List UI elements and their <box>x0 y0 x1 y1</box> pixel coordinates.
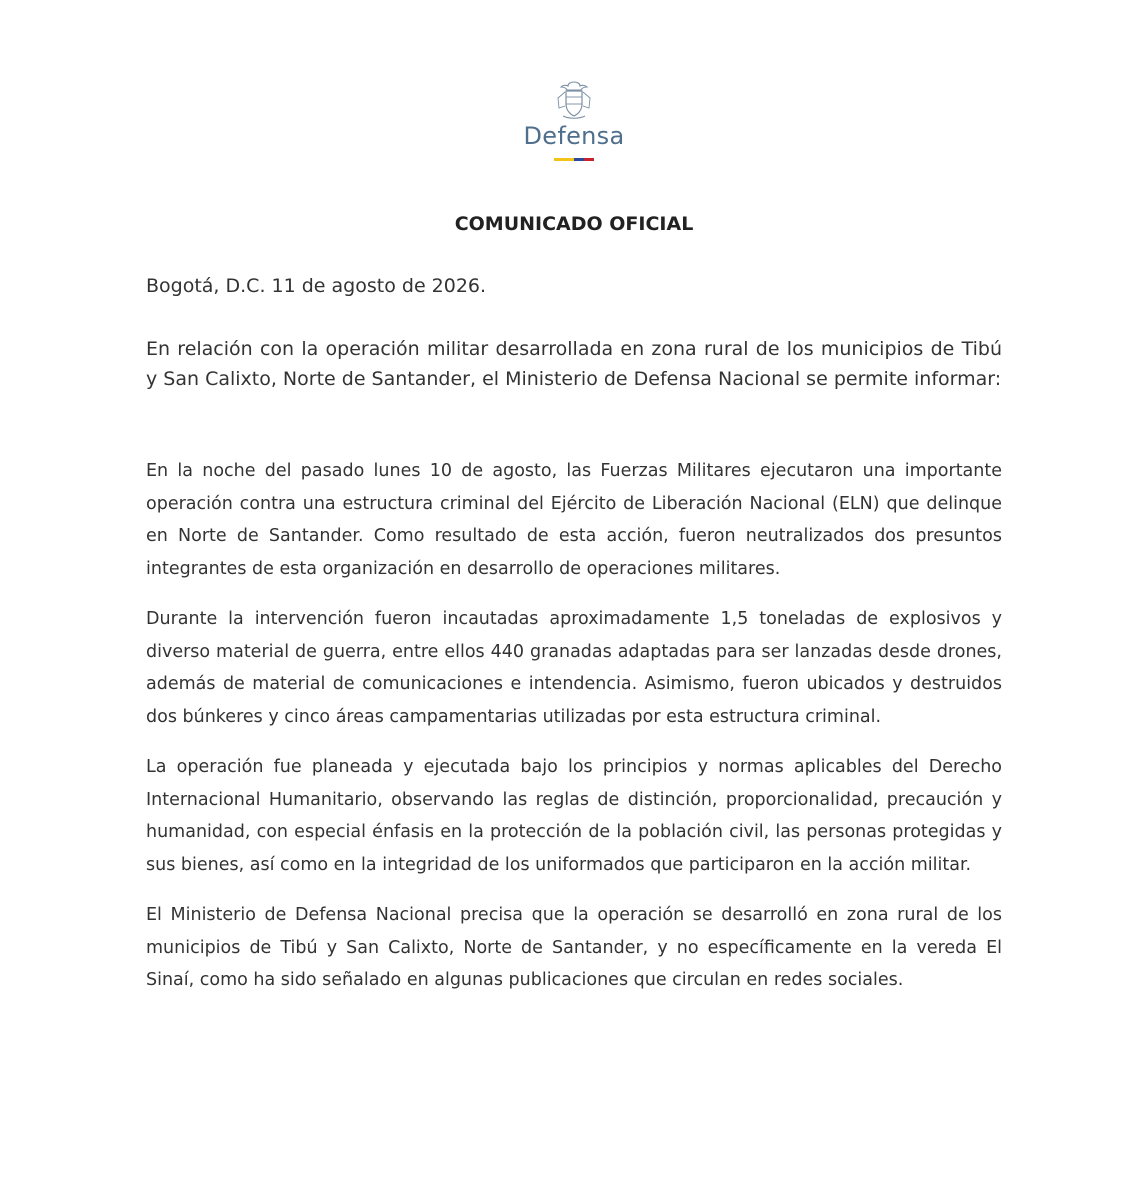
body-paragraph: Durante la intervención fueron incautadas aproximadamente 1,5 toneladas de explosivos y diverso material de guerra, entre ellos 440 granadas adaptadas para ser lanzadas desde drones, además de material de comunicaciones e intendencia. Asimismo, fueron ubicados y destruidos dos búnkeres y cinco áreas campamentarias utilizadas por esta estructura criminal. <box>146 609 1002 727</box>
body-paragraph: El Ministerio de Defensa Nacional precisa que la operación se desarrolló en zona rural de los municipios de Tibú y San Calixto, Norte de Santander, y no específicamente en la vereda El Sinaí, como ha sido señalado en algunas publicaciones que circulan en redes sociales. <box>146 905 1002 990</box>
body-paragraph: La operación fue planeada y ejecutada bajo los principios y normas aplicables del Derecho Internacional Humanitario, observando las reglas de distinción, proporcionalidad, precaución y humanidad, con especial énfasis en la protección de la población civil, las personas protegidas y sus bienes, así como en la integridad de los uniformados que participaron en la acción militar. <box>146 757 1002 875</box>
document-title: COMUNICADO OFICIAL <box>454 213 694 235</box>
body-paragraphs <box>146 455 1002 1015</box>
body-paragraph: En la noche del pasado lunes 10 de agosto, las Fuerzas Militares ejecutaron una importante operación contra una estructura criminal del Ejército de Liberación Nacional (ELN) que delinque en Norte de Santander. Como resultado de esta acción, fueron neutralizados dos presuntos integrantes de esta organización en desarrollo de operaciones militares. <box>146 461 1002 579</box>
flag-color-bar <box>554 158 594 161</box>
dateline: Bogotá, D.C. 11 de agosto de 2026. <box>146 275 487 297</box>
flag-blue-stripe <box>574 158 584 161</box>
intro-paragraph: En relación con la operación militar desarrollada en zona rural de los municipios de Tibú y San Calixto, Norte de Santander, el Ministerio de Defensa Nacional se permite informar: <box>146 338 1002 390</box>
flag-red-stripe <box>584 158 594 161</box>
ministry-logo <box>0 78 1148 161</box>
coat-of-arms-icon <box>551 78 597 122</box>
logo-wordmark: Defensa <box>523 122 625 150</box>
flag-yellow-stripe <box>554 158 574 161</box>
